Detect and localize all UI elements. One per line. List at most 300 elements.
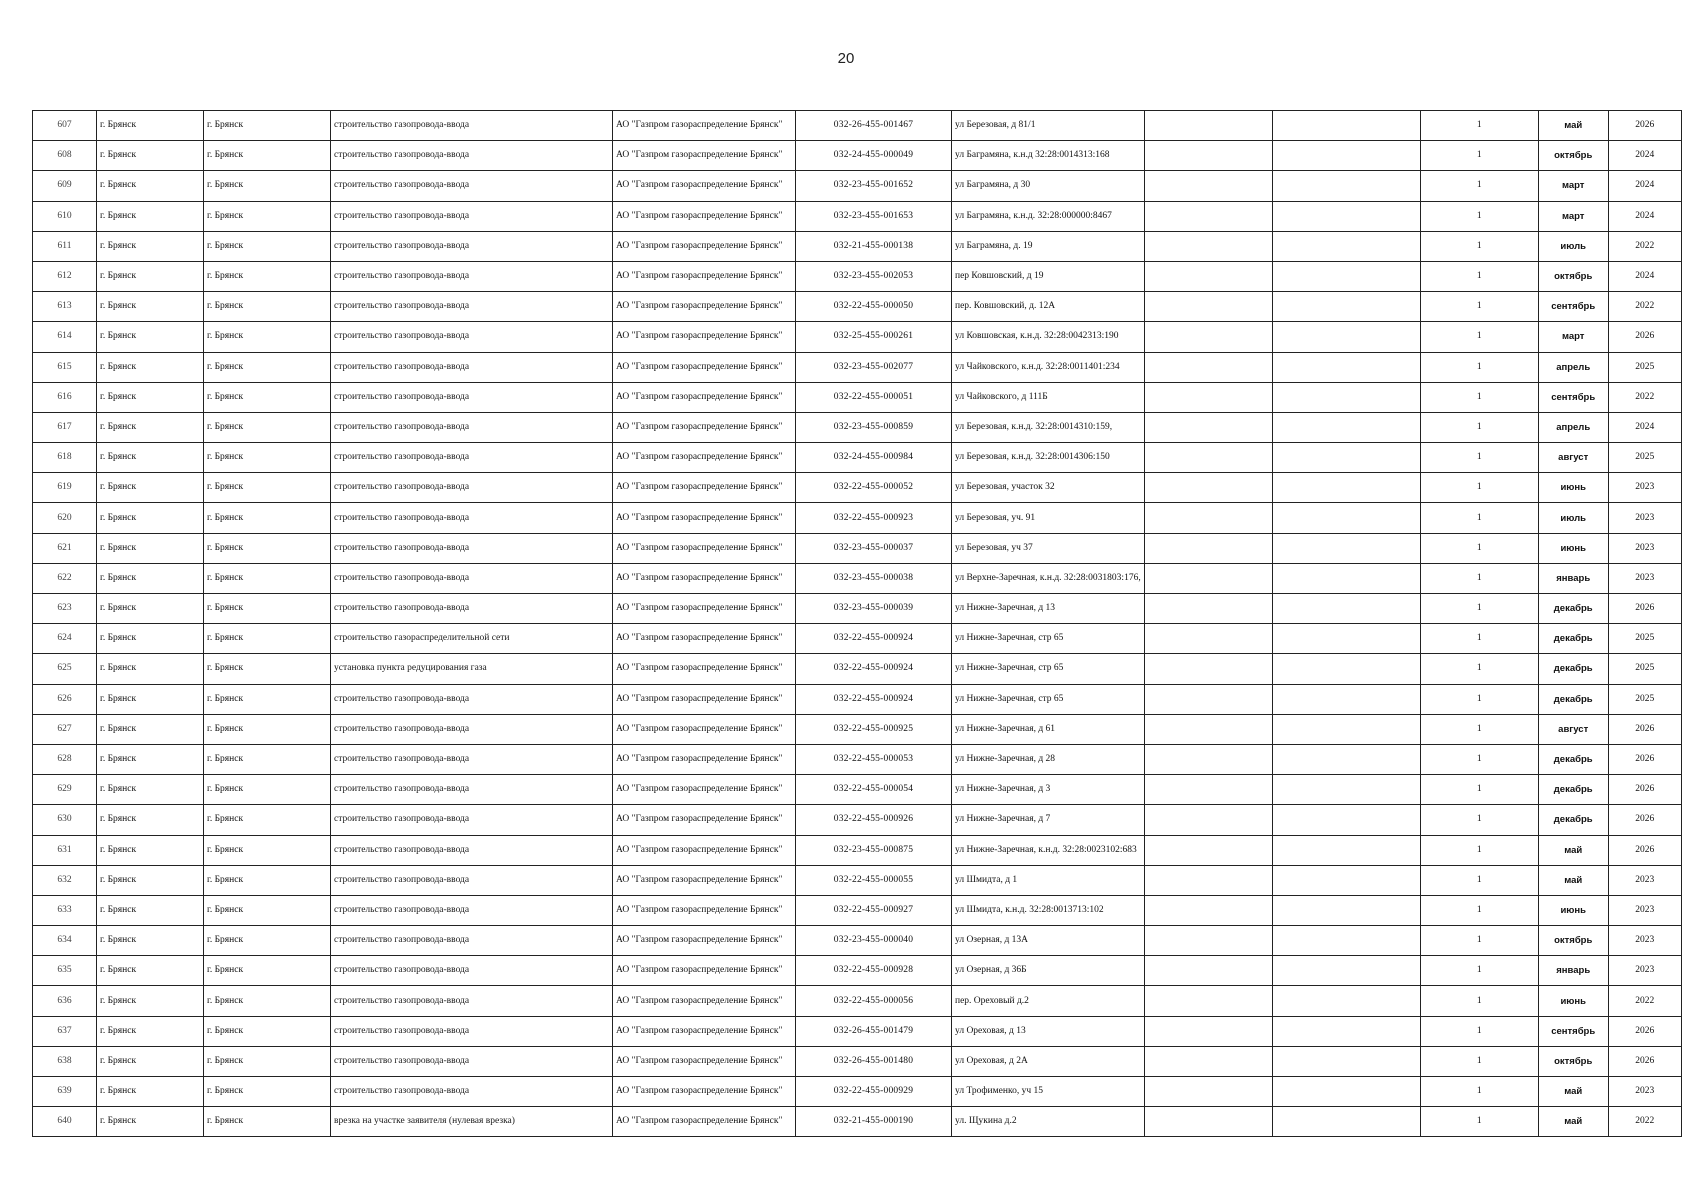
address-cell: ул Нижне-Заречная, стр 65 [952, 654, 1145, 684]
empty-cell [1272, 111, 1420, 141]
year-cell: 2026 [1608, 835, 1681, 865]
municipality-cell: г. Брянск [97, 956, 204, 986]
row-number: 608 [33, 141, 97, 171]
table-row [33, 1046, 1682, 1076]
empty-cell [1272, 895, 1420, 925]
locality-cell: г. Брянск [204, 382, 331, 412]
locality-cell: г. Брянск [204, 1077, 331, 1107]
empty-cell [1144, 231, 1272, 261]
empty-cell [1272, 352, 1420, 382]
empty-cell [1144, 654, 1272, 684]
address-cell: ул Нижне-Заречная, д 61 [952, 714, 1145, 744]
municipality-cell: г. Брянск [97, 292, 204, 322]
address-cell: ул Шмидта, д 1 [952, 865, 1145, 895]
year-cell: 2023 [1608, 926, 1681, 956]
municipality-cell: г. Брянск [97, 594, 204, 624]
organization-cell: АО "Газпром газораспределение Брянск" [613, 171, 796, 201]
municipality-cell: г. Брянск [97, 382, 204, 412]
empty-cell [1144, 382, 1272, 412]
organization-cell: АО "Газпром газораспределение Брянск" [613, 533, 796, 563]
organization-cell: АО "Газпром газораспределение Брянск" [613, 201, 796, 231]
empty-cell [1144, 835, 1272, 865]
locality-cell: г. Брянск [204, 141, 331, 171]
month-cell: апрель [1538, 352, 1608, 382]
locality-cell: г. Брянск [204, 865, 331, 895]
work-type-cell: строительство газопровода-ввода [331, 805, 613, 835]
month-cell: август [1538, 443, 1608, 473]
municipality-cell: г. Брянск [97, 986, 204, 1016]
municipality-cell: г. Брянск [97, 1107, 204, 1137]
application-code-cell: 032-22-455-000050 [796, 292, 952, 322]
table-row [33, 533, 1682, 563]
quantity-cell: 1 [1420, 805, 1538, 835]
municipality-cell: г. Брянск [97, 775, 204, 805]
empty-cell [1272, 986, 1420, 1016]
work-type-cell: строительство газопровода-ввода [331, 1016, 613, 1046]
locality-cell: г. Брянск [204, 1046, 331, 1076]
work-type-cell: строительство газопровода-ввода [331, 956, 613, 986]
address-cell: ул Чайковского, к.н.д. 32:28:0011401:234 [952, 352, 1145, 382]
empty-cell [1144, 926, 1272, 956]
application-code-cell: 032-26-455-001480 [796, 1046, 952, 1076]
month-cell: июль [1538, 503, 1608, 533]
application-code-cell: 032-22-455-000051 [796, 382, 952, 412]
row-number: 611 [33, 231, 97, 261]
empty-cell [1144, 171, 1272, 201]
empty-cell [1144, 594, 1272, 624]
year-cell: 2022 [1608, 292, 1681, 322]
empty-cell [1272, 261, 1420, 291]
application-code-cell: 032-22-455-000055 [796, 865, 952, 895]
table-row [33, 714, 1682, 744]
quantity-cell: 1 [1420, 412, 1538, 442]
application-code-cell: 032-23-455-000039 [796, 594, 952, 624]
locality-cell: г. Брянск [204, 231, 331, 261]
year-cell: 2023 [1608, 563, 1681, 593]
municipality-cell: г. Брянск [97, 231, 204, 261]
empty-cell [1144, 322, 1272, 352]
empty-cell [1272, 594, 1420, 624]
application-code-cell: 032-21-455-000138 [796, 231, 952, 261]
work-type-cell: строительство газопровода-ввода [331, 171, 613, 201]
address-cell: ул Березовая, к.н.д. 32:28:0014310:159, [952, 412, 1145, 442]
quantity-cell: 1 [1420, 171, 1538, 201]
work-type-cell: строительство газопровода-ввода [331, 292, 613, 322]
month-cell: сентябрь [1538, 1016, 1608, 1046]
locality-cell: г. Брянск [204, 111, 331, 141]
table-row [33, 986, 1682, 1016]
empty-cell [1272, 1107, 1420, 1137]
municipality-cell: г. Брянск [97, 805, 204, 835]
work-type-cell: строительство газопровода-ввода [331, 382, 613, 412]
locality-cell: г. Брянск [204, 835, 331, 865]
locality-cell: г. Брянск [204, 503, 331, 533]
year-cell: 2026 [1608, 594, 1681, 624]
month-cell: октябрь [1538, 141, 1608, 171]
work-type-cell: строительство газопровода-ввода [331, 926, 613, 956]
row-number: 614 [33, 322, 97, 352]
empty-cell [1144, 1107, 1272, 1137]
application-code-cell: 032-26-455-001479 [796, 1016, 952, 1046]
month-cell: декабрь [1538, 775, 1608, 805]
locality-cell: г. Брянск [204, 563, 331, 593]
organization-cell: АО "Газпром газораспределение Брянск" [613, 654, 796, 684]
locality-cell: г. Брянск [204, 805, 331, 835]
empty-cell [1144, 775, 1272, 805]
organization-cell: АО "Газпром газораспределение Брянск" [613, 956, 796, 986]
quantity-cell: 1 [1420, 563, 1538, 593]
row-number: 616 [33, 382, 97, 412]
empty-cell [1272, 322, 1420, 352]
organization-cell: АО "Газпром газораспределение Брянск" [613, 1107, 796, 1137]
address-cell: ул Нижне-Заречная, д 28 [952, 744, 1145, 774]
year-cell: 2022 [1608, 231, 1681, 261]
locality-cell: г. Брянск [204, 714, 331, 744]
table-row [33, 775, 1682, 805]
year-cell: 2024 [1608, 141, 1681, 171]
table-row [33, 624, 1682, 654]
year-cell: 2026 [1608, 322, 1681, 352]
empty-cell [1272, 563, 1420, 593]
organization-cell: АО "Газпром газораспределение Брянск" [613, 1046, 796, 1076]
empty-cell [1144, 111, 1272, 141]
address-cell: ул Озерная, д 13А [952, 926, 1145, 956]
locality-cell: г. Брянск [204, 1016, 331, 1046]
organization-cell: АО "Газпром газораспределение Брянск" [613, 322, 796, 352]
work-type-cell: строительство газопровода-ввода [331, 744, 613, 774]
year-cell: 2025 [1608, 352, 1681, 382]
application-code-cell: 032-22-455-000054 [796, 775, 952, 805]
empty-cell [1272, 141, 1420, 171]
address-cell: пер Ковшовский, д 19 [952, 261, 1145, 291]
work-type-cell: строительство газопровода-ввода [331, 895, 613, 925]
municipality-cell: г. Брянск [97, 171, 204, 201]
quantity-cell: 1 [1420, 594, 1538, 624]
empty-cell [1144, 714, 1272, 744]
address-cell: ул Нижне-Заречная, к.н.д. 32:28:0023102:683 [952, 835, 1145, 865]
row-number: 612 [33, 261, 97, 291]
table-row [33, 292, 1682, 322]
organization-cell: АО "Газпром газораспределение Брянск" [613, 684, 796, 714]
month-cell: май [1538, 835, 1608, 865]
municipality-cell: г. Брянск [97, 865, 204, 895]
empty-cell [1272, 382, 1420, 412]
organization-cell: АО "Газпром газораспределение Брянск" [613, 443, 796, 473]
row-number: 607 [33, 111, 97, 141]
row-number: 636 [33, 986, 97, 1016]
municipality-cell: г. Брянск [97, 624, 204, 654]
month-cell: март [1538, 322, 1608, 352]
work-type-cell: строительство газопровода-ввода [331, 443, 613, 473]
municipality-cell: г. Брянск [97, 412, 204, 442]
empty-cell [1144, 533, 1272, 563]
empty-cell [1144, 473, 1272, 503]
quantity-cell: 1 [1420, 744, 1538, 774]
municipality-cell: г. Брянск [97, 352, 204, 382]
application-code-cell: 032-23-455-000038 [796, 563, 952, 593]
application-code-cell: 032-22-455-000053 [796, 744, 952, 774]
work-type-cell: врезка на участке заявителя (нулевая врезка) [331, 1107, 613, 1137]
table-row [33, 563, 1682, 593]
year-cell: 2023 [1608, 473, 1681, 503]
application-code-cell: 032-23-455-001652 [796, 171, 952, 201]
locality-cell: г. Брянск [204, 926, 331, 956]
quantity-cell: 1 [1420, 231, 1538, 261]
month-cell: декабрь [1538, 624, 1608, 654]
work-type-cell: строительство газопровода-ввода [331, 111, 613, 141]
work-type-cell: строительство газопровода-ввода [331, 412, 613, 442]
year-cell: 2023 [1608, 533, 1681, 563]
empty-cell [1144, 443, 1272, 473]
work-type-cell: установка пункта редуцирования газа [331, 654, 613, 684]
organization-cell: АО "Газпром газораспределение Брянск" [613, 1016, 796, 1046]
locality-cell: г. Брянск [204, 1107, 331, 1137]
work-type-cell: строительство газопровода-ввода [331, 231, 613, 261]
municipality-cell: г. Брянск [97, 533, 204, 563]
locality-cell: г. Брянск [204, 654, 331, 684]
work-type-cell: строительство газораспределительной сети [331, 624, 613, 654]
quantity-cell: 1 [1420, 111, 1538, 141]
row-number: 627 [33, 714, 97, 744]
empty-cell [1272, 412, 1420, 442]
year-cell: 2025 [1608, 624, 1681, 654]
year-cell: 2024 [1608, 201, 1681, 231]
application-code-cell: 032-23-455-002077 [796, 352, 952, 382]
empty-cell [1272, 473, 1420, 503]
row-number: 622 [33, 563, 97, 593]
organization-cell: АО "Газпром газораспределение Брянск" [613, 744, 796, 774]
table-row [33, 231, 1682, 261]
locality-cell: г. Брянск [204, 594, 331, 624]
organization-cell: АО "Газпром газораспределение Брянск" [613, 412, 796, 442]
organization-cell: АО "Газпром газораспределение Брянск" [613, 1077, 796, 1107]
locality-cell: г. Брянск [204, 744, 331, 774]
gasification-registry-table [32, 110, 1682, 1137]
organization-cell: АО "Газпром газораспределение Брянск" [613, 473, 796, 503]
row-number: 632 [33, 865, 97, 895]
organization-cell: АО "Газпром газораспределение Брянск" [613, 865, 796, 895]
row-number: 609 [33, 171, 97, 201]
month-cell: декабрь [1538, 594, 1608, 624]
month-cell: май [1538, 111, 1608, 141]
work-type-cell: строительство газопровода-ввода [331, 473, 613, 503]
quantity-cell: 1 [1420, 775, 1538, 805]
quantity-cell: 1 [1420, 1077, 1538, 1107]
empty-cell [1272, 714, 1420, 744]
application-code-cell: 032-23-455-000875 [796, 835, 952, 865]
quantity-cell: 1 [1420, 141, 1538, 171]
address-cell: ул Нижне-Заречная, д 13 [952, 594, 1145, 624]
work-type-cell: строительство газопровода-ввода [331, 261, 613, 291]
row-number: 634 [33, 926, 97, 956]
year-cell: 2023 [1608, 956, 1681, 986]
work-type-cell: строительство газопровода-ввода [331, 322, 613, 352]
empty-cell [1144, 503, 1272, 533]
address-cell: ул Нижне-Заречная, стр 65 [952, 684, 1145, 714]
empty-cell [1144, 352, 1272, 382]
year-cell: 2025 [1608, 684, 1681, 714]
locality-cell: г. Брянск [204, 895, 331, 925]
organization-cell: АО "Газпром газораспределение Брянск" [613, 714, 796, 744]
table-row [33, 805, 1682, 835]
table-row [33, 654, 1682, 684]
organization-cell: АО "Газпром газораспределение Брянск" [613, 503, 796, 533]
table-body [33, 111, 1682, 1137]
row-number: 637 [33, 1016, 97, 1046]
empty-cell [1272, 956, 1420, 986]
address-cell: ул Шмидта, к.н.д. 32:28:0013713:102 [952, 895, 1145, 925]
address-cell: ул Березовая, д 81/1 [952, 111, 1145, 141]
empty-cell [1144, 1016, 1272, 1046]
address-cell: ул Ковшовская, к.н.д. 32:28:0042313:190 [952, 322, 1145, 352]
table-row [33, 201, 1682, 231]
row-number: 633 [33, 895, 97, 925]
month-cell: август [1538, 714, 1608, 744]
year-cell: 2022 [1608, 1107, 1681, 1137]
application-code-cell: 032-26-455-001467 [796, 111, 952, 141]
row-number: 610 [33, 201, 97, 231]
municipality-cell: г. Брянск [97, 201, 204, 231]
organization-cell: АО "Газпром газораспределение Брянск" [613, 594, 796, 624]
municipality-cell: г. Брянск [97, 714, 204, 744]
empty-cell [1272, 503, 1420, 533]
quantity-cell: 1 [1420, 835, 1538, 865]
application-code-cell: 032-23-455-000040 [796, 926, 952, 956]
month-cell: март [1538, 201, 1608, 231]
empty-cell [1144, 744, 1272, 774]
row-number: 638 [33, 1046, 97, 1076]
application-code-cell: 032-22-455-000928 [796, 956, 952, 986]
municipality-cell: г. Брянск [97, 111, 204, 141]
municipality-cell: г. Брянск [97, 322, 204, 352]
row-number: 613 [33, 292, 97, 322]
year-cell: 2024 [1608, 412, 1681, 442]
empty-cell [1144, 1046, 1272, 1076]
application-code-cell: 032-23-455-002053 [796, 261, 952, 291]
locality-cell: г. Брянск [204, 292, 331, 322]
municipality-cell: г. Брянск [97, 684, 204, 714]
empty-cell [1144, 865, 1272, 895]
table-row [33, 352, 1682, 382]
quantity-cell: 1 [1420, 382, 1538, 412]
application-code-cell: 032-22-455-000926 [796, 805, 952, 835]
month-cell: декабрь [1538, 684, 1608, 714]
address-cell: ул Озерная, д 36Б [952, 956, 1145, 986]
empty-cell [1272, 684, 1420, 714]
quantity-cell: 1 [1420, 895, 1538, 925]
address-cell: ул Ореховая, д 2А [952, 1046, 1145, 1076]
month-cell: декабрь [1538, 744, 1608, 774]
work-type-cell: строительство газопровода-ввода [331, 835, 613, 865]
empty-cell [1272, 624, 1420, 654]
row-number: 621 [33, 533, 97, 563]
year-cell: 2024 [1608, 261, 1681, 291]
month-cell: май [1538, 865, 1608, 895]
empty-cell [1272, 835, 1420, 865]
application-code-cell: 032-25-455-000261 [796, 322, 952, 352]
empty-cell [1272, 292, 1420, 322]
empty-cell [1144, 201, 1272, 231]
empty-cell [1272, 1077, 1420, 1107]
application-code-cell: 032-22-455-000923 [796, 503, 952, 533]
address-cell: пер. Ковшовский, д. 12А [952, 292, 1145, 322]
application-code-cell: 032-22-455-000924 [796, 684, 952, 714]
year-cell: 2025 [1608, 654, 1681, 684]
municipality-cell: г. Брянск [97, 835, 204, 865]
quantity-cell: 1 [1420, 1016, 1538, 1046]
row-number: 619 [33, 473, 97, 503]
locality-cell: г. Брянск [204, 775, 331, 805]
month-cell: июнь [1538, 533, 1608, 563]
address-cell: ул Березовая, участок 32 [952, 473, 1145, 503]
locality-cell: г. Брянск [204, 684, 331, 714]
work-type-cell: строительство газопровода-ввода [331, 594, 613, 624]
empty-cell [1144, 684, 1272, 714]
application-code-cell: 032-24-455-000984 [796, 443, 952, 473]
locality-cell: г. Брянск [204, 171, 331, 201]
row-number: 623 [33, 594, 97, 624]
application-code-cell: 032-23-455-000859 [796, 412, 952, 442]
municipality-cell: г. Брянск [97, 654, 204, 684]
row-number: 617 [33, 412, 97, 442]
locality-cell: г. Брянск [204, 986, 331, 1016]
month-cell: октябрь [1538, 1046, 1608, 1076]
row-number: 629 [33, 775, 97, 805]
year-cell: 2026 [1608, 775, 1681, 805]
locality-cell: г. Брянск [204, 412, 331, 442]
municipality-cell: г. Брянск [97, 141, 204, 171]
work-type-cell: строительство газопровода-ввода [331, 141, 613, 171]
work-type-cell: строительство газопровода-ввода [331, 1077, 613, 1107]
empty-cell [1144, 956, 1272, 986]
municipality-cell: г. Брянск [97, 261, 204, 291]
year-cell: 2026 [1608, 1046, 1681, 1076]
application-code-cell: 032-22-455-000929 [796, 1077, 952, 1107]
quantity-cell: 1 [1420, 684, 1538, 714]
month-cell: январь [1538, 956, 1608, 986]
month-cell: июнь [1538, 473, 1608, 503]
row-number: 615 [33, 352, 97, 382]
row-number: 631 [33, 835, 97, 865]
address-cell: ул Ореховая, д 13 [952, 1016, 1145, 1046]
municipality-cell: г. Брянск [97, 895, 204, 925]
application-code-cell: 032-22-455-000052 [796, 473, 952, 503]
locality-cell: г. Брянск [204, 261, 331, 291]
quantity-cell: 1 [1420, 261, 1538, 291]
month-cell: декабрь [1538, 654, 1608, 684]
month-cell: апрель [1538, 412, 1608, 442]
application-code-cell: 032-22-455-000924 [796, 654, 952, 684]
application-code-cell: 032-22-455-000924 [796, 624, 952, 654]
application-code-cell: 032-23-455-001653 [796, 201, 952, 231]
municipality-cell: г. Брянск [97, 1077, 204, 1107]
municipality-cell: г. Брянск [97, 563, 204, 593]
application-code-cell: 032-24-455-000049 [796, 141, 952, 171]
empty-cell [1272, 744, 1420, 774]
month-cell: октябрь [1538, 926, 1608, 956]
empty-cell [1144, 141, 1272, 171]
address-cell: ул Березовая, уч. 91 [952, 503, 1145, 533]
address-cell: ул Березовая, уч 37 [952, 533, 1145, 563]
locality-cell: г. Брянск [204, 533, 331, 563]
table-row [33, 473, 1682, 503]
year-cell: 2022 [1608, 986, 1681, 1016]
work-type-cell: строительство газопровода-ввода [331, 563, 613, 593]
table-row [33, 382, 1682, 412]
year-cell: 2026 [1608, 111, 1681, 141]
table-row [33, 956, 1682, 986]
organization-cell: АО "Газпром газораспределение Брянск" [613, 563, 796, 593]
